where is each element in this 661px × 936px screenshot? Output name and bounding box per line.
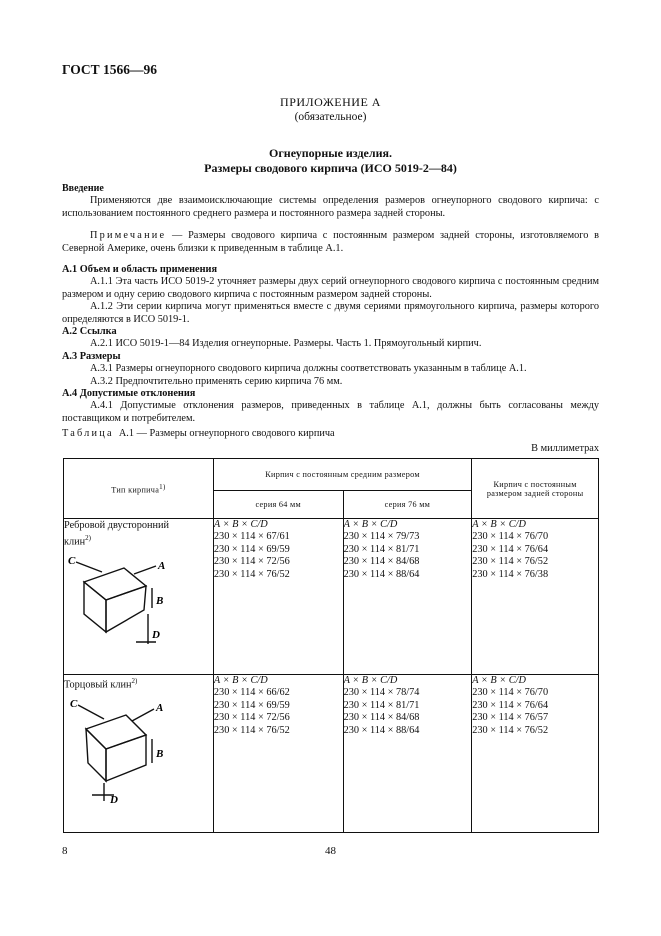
table-units: В миллиметрах [531, 443, 599, 454]
intro-block [62, 183, 599, 255]
brick-type-cell [64, 675, 214, 833]
wedge-front-face [86, 729, 106, 781]
end-wedge-diagram [64, 695, 184, 805]
header-series-64: серия 64 мм [213, 491, 343, 519]
sections-block [62, 264, 599, 425]
section-a2-heading: А.2 Ссылка [62, 326, 117, 338]
table-row [64, 675, 599, 833]
intro-heading: Введение [62, 183, 104, 194]
wedge-side-face [106, 586, 146, 632]
heading-line-1: Огнеупорные изделия. [269, 146, 392, 160]
page-number-center: 48 [325, 845, 336, 857]
section-a1-heading: А.1 Объем и область применения [62, 264, 218, 275]
label-a: A [158, 560, 166, 573]
label-b: B [156, 748, 164, 761]
wedge-front-face [84, 582, 106, 632]
wedge-top-face [86, 715, 146, 749]
label-b: B [156, 595, 164, 608]
section-a4-1: А.4.1 Допустимые отклонения размеров, приведенных в таблице А.1, должны быть согласованы между поставщиком и потребителем. [62, 400, 599, 424]
brick-type-label: Ребровой двусторонний клин$^{2)}$ [64, 520, 170, 548]
dim-c-line [76, 562, 102, 572]
document-heading [0, 146, 661, 176]
label-d: D [110, 794, 118, 806]
intro-note [62, 230, 599, 255]
section-a4-heading: А.4 Допустимые отклонения [62, 388, 196, 400]
note-label: Примечание [90, 230, 167, 242]
series-76-cell: A × B × C/D 230 × 114 × 79/73 230 × 114 × 81/71 230 × 114 × 84/68 230 × 114 × 88/64 [343, 519, 472, 675]
heading-line-2: Размеры сводового кирпича (ИСО 5019-2—84) [204, 161, 457, 175]
label-c: C [70, 698, 78, 711]
header-brick-type: Тип кирпича$^{1)}$ [64, 459, 214, 519]
section-a3-1: А.3.1 Размеры огнеупорного сводового кирпича должны соответствовать указанным в таблице А.1. [90, 363, 527, 375]
brick-type-label: Торцовый клин$^{2)}$ [64, 677, 138, 691]
table-row [64, 519, 599, 675]
header-series-76: серия 76 мм [343, 491, 472, 519]
appendix-title: ПРИЛОЖЕНИЕ А [280, 95, 381, 109]
section-a1-1: А.1.1 Эта часть ИСО 5019-2 уточняет размеры двух серий огнеупорного сводового кирпича с постоянным средним размером и одну серию сводового кирпича с постоянным размером задней стороны. [62, 276, 599, 300]
back-size-cell: A × B × C/D 230 × 114 × 76/70 230 × 114 × 76/64 230 × 114 × 76/52 230 × 114 × 76/38 [472, 519, 599, 675]
label-a: A [156, 702, 164, 715]
standard-number: ГОСТ 1566—96 [62, 62, 158, 77]
appendix-status: (обязательное) [294, 111, 367, 123]
section-a3-2: А.3.2 Предпочтительно применять серию кирпича 76 мм. [90, 375, 343, 387]
dim-c-line [78, 705, 104, 719]
table-caption [62, 428, 335, 439]
brick-dimensions-table [63, 458, 599, 833]
header-constant-mean: Кирпич с постоянным средним размером [213, 459, 471, 491]
table-caption-label: Таблица [62, 428, 114, 439]
back-size-cell: A × B × C/D 230 × 114 × 76/70 230 × 114 × 76/64 230 × 114 × 76/57 230 × 114 × 76/52 [472, 675, 599, 833]
header-constant-back: Кирпич с постоянным размером задней стороны [472, 459, 599, 519]
wedge-side-face [106, 735, 146, 781]
page-number-left: 8 [62, 845, 68, 857]
section-a1-2: А.1.2 Эти серии кирпича могут применяться вместе с двумя сериями прямоугольного кирпича, размеры которого определяются в ИСО 5019-1. [62, 301, 599, 325]
table-caption-text: А.1 — Размеры огнеупорного сводового кирпича [118, 428, 335, 439]
dim-a-line [134, 566, 156, 574]
series-64-cell: A × B × C/D 230 × 114 × 66/62 230 × 114 × 69/59 230 × 114 × 72/56 230 × 114 × 76/52 [213, 675, 343, 833]
intro-text: Применяются две взаимоисключающие системы определения размеров огнеупорного сводового кирпича: с использованием постоянного среднего размера и постоянного размера задней стороны. [62, 195, 599, 219]
series-76-cell: A × B × C/D 230 × 114 × 78/74 230 × 114 × 81/71 230 × 114 × 84/68 230 × 114 × 88/64 [343, 675, 472, 833]
section-a3-heading: А.3 Размеры [62, 350, 121, 362]
note-text: — Размеры сводового кирпича с постоянным размером задней стороны, изготовляемого в Северной Америке, очень близки к приведенным в таблице А.1. [62, 230, 599, 254]
section-a2-1: А.2.1 ИСО 5019-1—84 Изделия огнеупорные. Размеры. Часть 1. Прямоугольный кирпич. [90, 338, 482, 350]
dim-a-line [132, 709, 154, 721]
label-d: D [152, 629, 160, 642]
edge-wedge-diagram [64, 554, 184, 654]
label-c: C [68, 555, 76, 568]
series-64-cell: A × B × C/D 230 × 114 × 67/61 230 × 114 × 69/59 230 × 114 × 72/56 230 × 114 × 76/52 [213, 519, 343, 675]
brick-type-cell [64, 519, 214, 675]
